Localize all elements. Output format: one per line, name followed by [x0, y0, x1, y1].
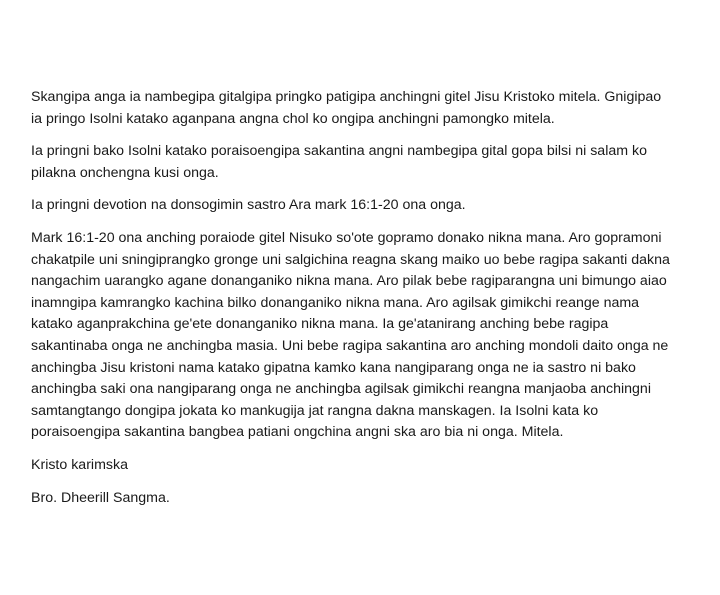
text-line: poraisoengipa sakantina bangbea patiani ongchina angni ska aro bia ni onga. Mitela. — [31, 424, 564, 441]
text-line: Skangipa anga ia nambegipa gitalgipa pringko patigipa anchingni gitel Jisu Kristoko mitela. Gnigipao — [31, 89, 662, 105]
text-line: samtangtango dongipa jokata ko mankugija jat rangna dakna manskagen. Ia Isolni kata ko — [31, 402, 599, 419]
paragraph-closing — [31, 455, 699, 477]
text-line: sakantinaba onga ne anchingba masia. Uni bebe ragipa sakantina aro anching mondoli daito onga ne — [31, 337, 669, 354]
paragraph-devotion-reference — [31, 195, 699, 217]
text-line: anchingba saki ona nangiparang onga ne anchingba agilsak gimikchi reangna manjaoba anchingni — [31, 381, 651, 398]
text-line: pilakna onchengna kusi onga. — [31, 164, 219, 181]
document-body — [31, 87, 699, 520]
text-line: Ia pringni bako Isolni katako poraisoengipa sakantina angni nambegipa gital gopa bilsi ni salam ko — [31, 143, 647, 160]
text-line: Kristo karimska — [31, 456, 128, 473]
text-line: Bro. Dheerill Sangma. — [31, 489, 170, 506]
paragraph-signature — [31, 488, 699, 510]
text-line: katako aganprakchina ge'ete donanganiko nikna mana. Ia ge'atanirang anching bebe ragipa — [31, 316, 609, 333]
text-line: nangachim uarangko agane donanganiko nikna mana. Aro pilak bebe ragiparangna uni bimungo aiao — [31, 273, 667, 290]
paragraph-greeting — [31, 87, 699, 130]
text-line: ia pringo Isolni katako aganpana angna chol ko ongipa anchingni pamongko mitela. — [31, 110, 555, 127]
text-line: inamngipa kamrangko kachina bilko donanganiko nikna mana. Aro agilsak gimikchi reange nama — [31, 294, 640, 311]
paragraph-salutation — [31, 141, 699, 184]
text-line: Mark 16:1-20 ona anching poraiode gitel Nisuko so'ote gopramo donako nikna mana. Aro gopramoni — [31, 229, 662, 246]
text-line: anchingba Jisu kristoni nama katako gipatna kamko kana nangiparang onga ne ia sastro ni bako — [31, 359, 636, 376]
paragraph-devotion-body — [31, 228, 699, 444]
text-line: Ia pringni devotion na donsogimin sastro Ara mark 16:1-20 ona onga. — [31, 197, 466, 214]
text-line: chakatpile uni sningiprangko gronge uni salgichina reagna skang maiko uo bebe ragipa sakanti dakna — [31, 251, 670, 268]
